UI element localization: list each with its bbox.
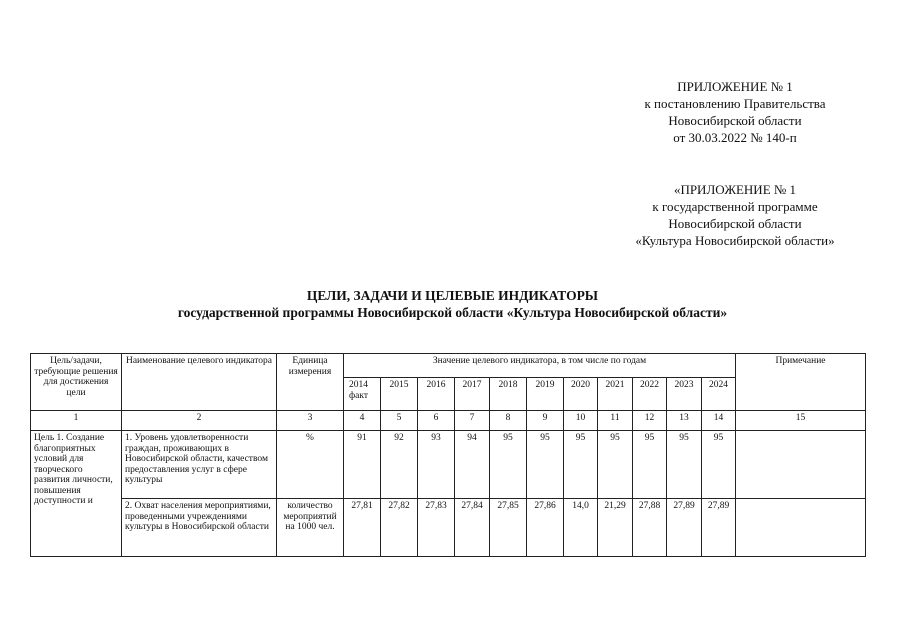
appendix-2-line: «Культура Новосибирской области» bbox=[635, 233, 835, 248]
appendix-block-2 bbox=[600, 181, 870, 249]
header-indicator: Наименование целевого индикатора bbox=[122, 354, 277, 411]
year-cell: 2015 bbox=[381, 378, 418, 411]
value-cell: 21,29 bbox=[598, 499, 633, 557]
value-cell: 95 bbox=[598, 431, 633, 499]
appendix-1-line: Новосибирской области bbox=[668, 113, 802, 128]
note-cell bbox=[736, 431, 866, 499]
year-cell: 2021 bbox=[598, 378, 633, 411]
note-cell bbox=[736, 499, 866, 557]
year-cell: 2017 bbox=[455, 378, 490, 411]
column-number: 8 bbox=[490, 411, 527, 431]
column-number: 7 bbox=[455, 411, 490, 431]
value-cell: 27,85 bbox=[490, 499, 527, 557]
column-number: 5 bbox=[381, 411, 418, 431]
value-cell: 14,0 bbox=[564, 499, 598, 557]
column-number: 12 bbox=[633, 411, 667, 431]
value-cell: 95 bbox=[633, 431, 667, 499]
appendix-1-line: ПРИЛОЖЕНИЕ № 1 bbox=[677, 79, 793, 94]
header-goal: Цель/задачи, требующие решения для достижения цели bbox=[31, 354, 122, 411]
indicator-name: 1. Уровень удовлетворенности граждан, проживающих в Новосибирской области, качеством предоставления услуг в сфере культуры bbox=[122, 431, 277, 499]
column-number: 10 bbox=[564, 411, 598, 431]
table-row bbox=[31, 431, 866, 499]
unit-cell: % bbox=[277, 431, 344, 499]
appendix-1-line: от 30.03.2022 № 140-п bbox=[673, 130, 797, 145]
value-cell: 95 bbox=[667, 431, 702, 499]
value-cell: 27,86 bbox=[527, 499, 564, 557]
year-cell: 2024 bbox=[702, 378, 736, 411]
appendix-2-line: к государственной программе bbox=[652, 199, 818, 214]
value-cell: 27,84 bbox=[455, 499, 490, 557]
column-number: 11 bbox=[598, 411, 633, 431]
column-number: 9 bbox=[527, 411, 564, 431]
header-note: Примечание bbox=[736, 354, 866, 411]
unit-cell: количество мероприятий на 1000 чел. bbox=[277, 499, 344, 557]
column-number: 6 bbox=[418, 411, 455, 431]
year-cell: 2014 факт bbox=[344, 378, 381, 411]
document-title: ЦЕЛИ, ЗАДАЧИ И ЦЕЛЕВЫЕ ИНДИКАТОРЫ bbox=[306, 288, 599, 303]
value-cell: 27,83 bbox=[418, 499, 455, 557]
appendix-2-line: Новосибирской области bbox=[668, 216, 802, 231]
indicator-name: 2. Охват населения мероприятиями, проведенными учреждениями культуры в Новосибирской области bbox=[122, 499, 277, 557]
column-number: 13 bbox=[667, 411, 702, 431]
column-number: 2 bbox=[122, 411, 277, 431]
value-cell: 27,81 bbox=[344, 499, 381, 557]
appendix-2-line: «ПРИЛОЖЕНИЕ № 1 bbox=[673, 182, 797, 197]
table-row bbox=[31, 499, 866, 557]
value-cell: 27,82 bbox=[381, 499, 418, 557]
column-number: 15 bbox=[736, 411, 866, 431]
year-cell: 2018 bbox=[490, 378, 527, 411]
column-number: 4 bbox=[344, 411, 381, 431]
column-number: 1 bbox=[31, 411, 122, 431]
value-cell: 95 bbox=[490, 431, 527, 499]
year-cell: 2023 bbox=[667, 378, 702, 411]
value-cell: 95 bbox=[702, 431, 736, 499]
header-unit: Единица измерения bbox=[277, 354, 344, 411]
year-cell: 2019 bbox=[527, 378, 564, 411]
indicators-table bbox=[30, 353, 866, 557]
value-cell: 95 bbox=[527, 431, 564, 499]
appendix-block-1 bbox=[600, 78, 870, 146]
year-cell: 2016 bbox=[418, 378, 455, 411]
value-cell: 94 bbox=[455, 431, 490, 499]
value-cell: 93 bbox=[418, 431, 455, 499]
value-cell: 91 bbox=[344, 431, 381, 499]
appendix-1-line: к постановлению Правительства bbox=[644, 96, 826, 111]
value-cell: 27,89 bbox=[702, 499, 736, 557]
value-cell: 92 bbox=[381, 431, 418, 499]
year-cell: 2022 bbox=[633, 378, 667, 411]
header-values: Значение целевого индикатора, в том числе по годам bbox=[344, 354, 736, 378]
value-cell: 27,89 bbox=[667, 499, 702, 557]
column-number: 3 bbox=[277, 411, 344, 431]
year-cell: 2020 bbox=[564, 378, 598, 411]
column-number: 14 bbox=[702, 411, 736, 431]
goal-cell: Цель 1. Создание благоприятных условий для творческого развития личности, повышения доступности и bbox=[31, 431, 122, 557]
document-subtitle: государственной программы Новосибирской области «Культура Новосибирской области» bbox=[177, 305, 728, 320]
value-cell: 27,88 bbox=[633, 499, 667, 557]
value-cell: 95 bbox=[564, 431, 598, 499]
